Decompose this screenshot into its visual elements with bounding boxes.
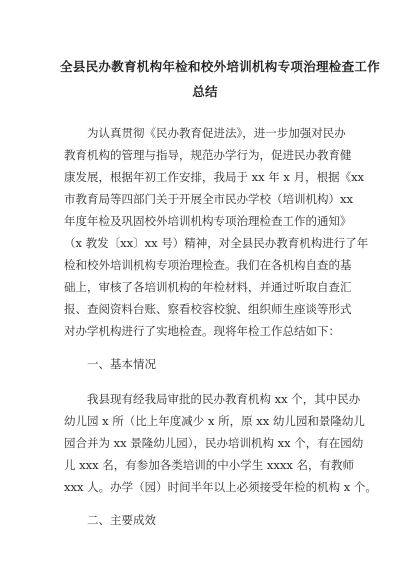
paragraph-2-line: 我县现有经我局审批的民办教育机构 xx 个，其中民办 — [87, 392, 361, 406]
paragraph-1-line: 检和校外培训机构专项治理检查。我们在各机构自查的基 — [64, 258, 352, 272]
paragraph-1-line: 对办学机构进行了实地检查。现将年检工作总结如下： — [64, 324, 340, 338]
paragraph-1-line: （x 教发〔xx〕xx 号）精神，对全县民办教育机构进行了年 — [64, 236, 369, 250]
paragraph-1-line: 为认真贯彻《民办教育促进法》，进一步加强对民办 — [87, 126, 346, 140]
document-title-line-2: 总结 — [192, 84, 218, 99]
paragraph-1-line: 年度年检及巩固校外培训机构专项治理检查工作的通知》 — [64, 214, 352, 228]
paragraph-2-line: 园合并为 xx 景隆幼儿园），民办培训机构 xx 个，有在园幼 — [64, 436, 364, 450]
paragraph-2-line: 幼儿园 x 所（比上年度减少 x 所，原 xx 幼儿园和景隆幼儿 — [64, 414, 365, 428]
section-1-heading: 一、基本情况 — [87, 357, 156, 371]
paragraph-1-line: 教育机构的管理与指导，规范办学行为，促进民办教育健 — [64, 148, 352, 162]
paragraph-1-line: 市教育局等四部门关于开展全市民办学校（培训机构）xx — [64, 192, 353, 206]
paragraph-1-line: 础上，审核了各培训机构的年检材料，并通过听取自查汇 — [64, 280, 352, 294]
paragraph-1-line: 康发展，根据年初工作安排，我局于 xx 年 x 月，根据《xx — [64, 170, 365, 184]
document-title-line-1: 全县民办教育机构年检和校外培训机构专项治理检查工作 — [60, 59, 381, 74]
paragraph-2-line: xxx 人。办学（园）时间半年以上必须接受年检的机构 x 个。 — [64, 480, 377, 494]
section-2-heading: 二、主要成效 — [87, 513, 156, 527]
paragraph-1-line: 报、查阅资料台账、察看校容校貌、组织师生座谈等形式 — [64, 302, 352, 316]
paragraph-2-line: 儿 xxx 名，有参加各类培训的中小学生 xxxx 名，有教师 — [64, 458, 355, 472]
